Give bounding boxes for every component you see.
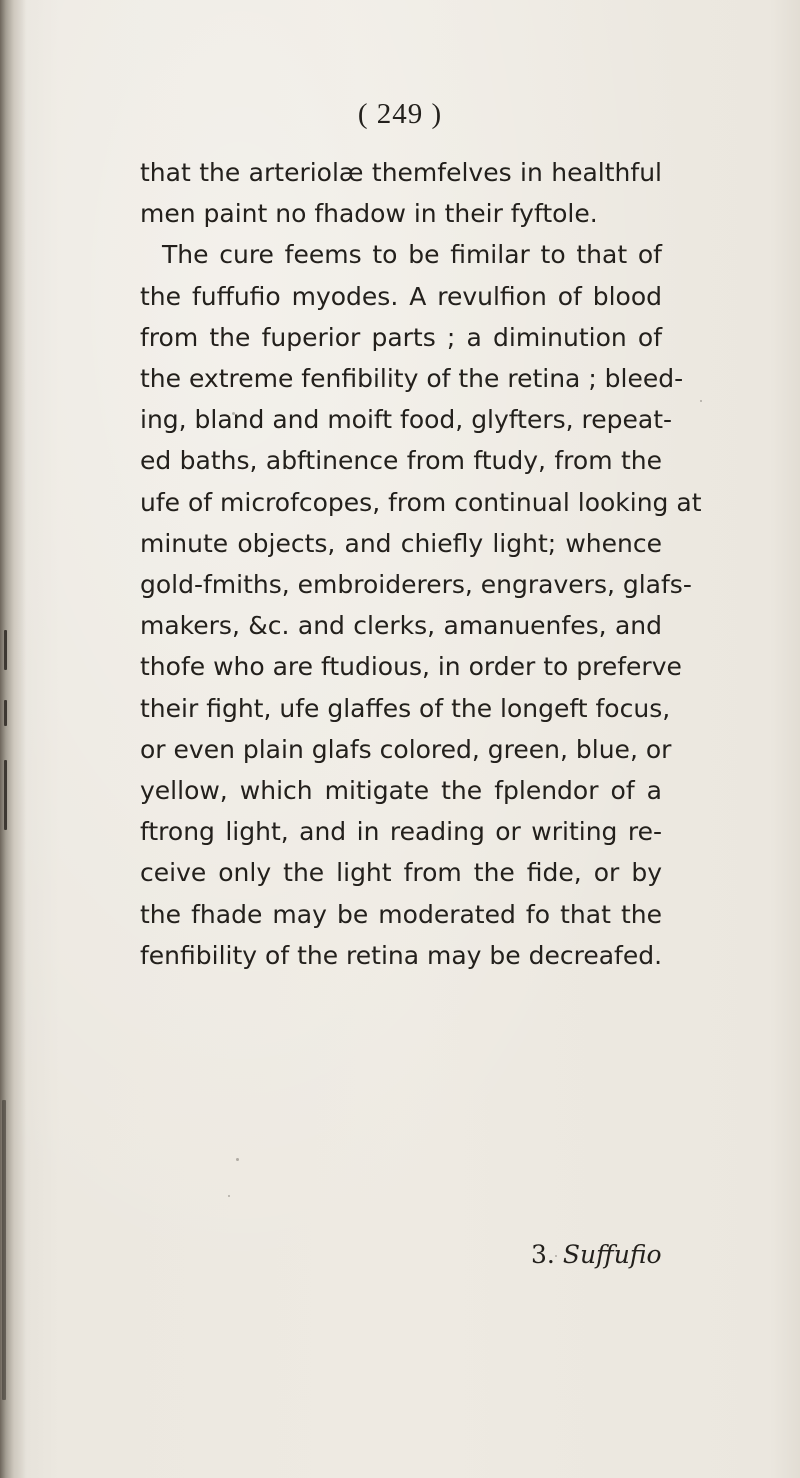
text-line: thofe who are ftudious, in order to preferve xyxy=(140,652,682,682)
binding-mark xyxy=(2,1100,6,1400)
text-line: ing, bland and moift food, glyfters, repeat- xyxy=(140,405,673,435)
page-body-text xyxy=(140,152,702,976)
text-line: the extreme fenfibility of the retina ; bleed- xyxy=(140,364,684,394)
page-number: ( 249 ) xyxy=(357,98,443,130)
text-line: makers, &c. and clerks, amanuenfes, and xyxy=(140,611,662,641)
text-line: from the fuperior parts ; a diminution of xyxy=(140,322,662,352)
text-line: men paint no fhadow in their fyftole. xyxy=(140,199,598,229)
paper-speck xyxy=(236,1158,239,1161)
text-line: ufe of microfcopes, from continual looking at xyxy=(140,487,702,517)
text-line: ftrong light, and in reading or writing re- xyxy=(140,817,662,847)
text-line: ceive only the light from the fide, or by xyxy=(140,858,662,888)
binding-edge xyxy=(0,0,26,1478)
binding-mark xyxy=(4,760,7,830)
text-line: The cure feems to be fimilar to that of xyxy=(162,240,662,270)
text-line: or even plain glafs colored, green, blue, or xyxy=(140,734,672,764)
text-line: their fight, ufe glaffes of the longeft focus, xyxy=(140,693,671,723)
catchword xyxy=(531,1240,662,1269)
paper-speck xyxy=(228,1195,230,1197)
text-line: gold-fmiths, embroiderers, engravers, glafs- xyxy=(140,570,692,600)
catchword-word: Suffufio xyxy=(562,1240,662,1269)
paper-speck xyxy=(700,400,702,402)
text-line: fenfibility of the retina may be decreafed. xyxy=(140,940,663,970)
text-line: the fhade may be moderated fo that the xyxy=(140,899,662,929)
catchword-number: 3. xyxy=(531,1240,555,1269)
text-line: that the arteriolæ themfelves in healthful xyxy=(140,158,662,187)
text-line: minute objeсts, and chiefly light; whence xyxy=(140,528,662,558)
text-line: yellow, which mitigate the fplendor of a xyxy=(140,776,662,806)
text-line: ed baths, abftinence from ftudy, from the xyxy=(140,446,662,476)
binding-mark xyxy=(4,630,7,670)
binding-mark xyxy=(4,700,7,726)
text-line: the fuffufio myodes. A revulfion of blood xyxy=(140,281,662,311)
